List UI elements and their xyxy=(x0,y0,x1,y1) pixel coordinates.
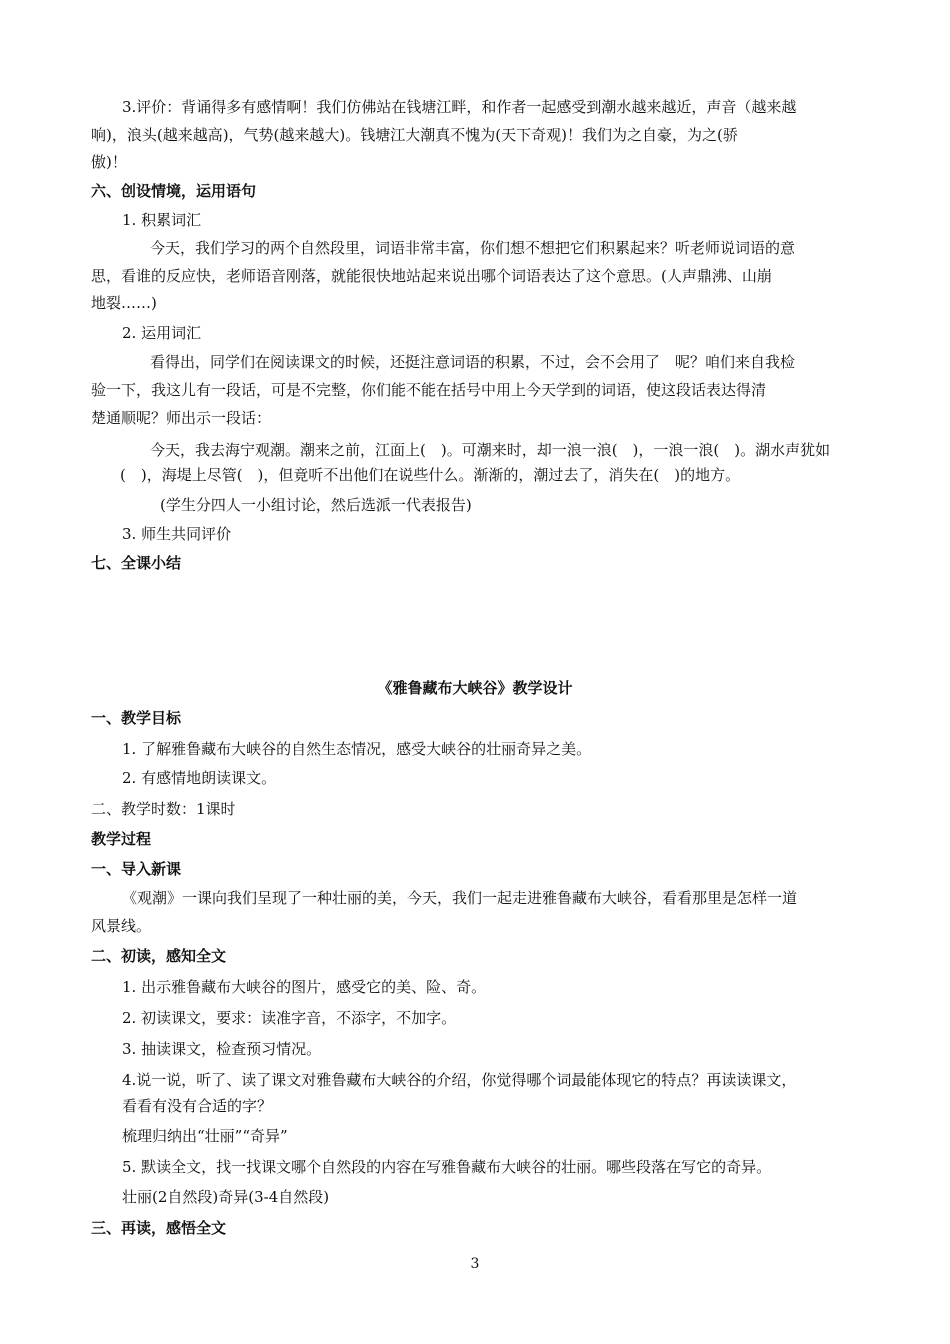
document-title: 《雅鲁藏布大峡谷》教学设计 xyxy=(377,679,573,697)
section-heading: 三、再读，感悟全文 xyxy=(91,1219,227,1237)
section-heading: 一、导入新课 xyxy=(91,860,182,878)
paragraph-line: 今天，我去海宁观潮。潮来之前，江面上( )。可潮来时，却一浪一浪( )，一浪一浪( )。湖水声犹如 xyxy=(150,441,831,459)
paragraph-line: 响)，浪头(越来越高)，气势(越来越大)。钱塘江大潮真不愧为(天下奇观)！我们为之自豪，为之(骄 xyxy=(91,126,738,144)
paragraph-line: 看看有没有合适的字？ xyxy=(122,1097,273,1115)
list-item: 1. 出示雅鲁藏布大峡谷的图片，感受它的美、险、奇。 xyxy=(122,978,487,996)
section-heading: 二、教学时数：1课时 xyxy=(91,800,236,818)
paragraph-line: 楚通顺呢？师出示一段话： xyxy=(91,409,272,427)
paragraph-line: 看得出，同学们在阅读课文的时候，还挺注意词语的积累，不过，会不会用了 呢？咱们来自我检 xyxy=(150,353,796,371)
page-number: 3 xyxy=(470,1256,480,1272)
paragraph-line: 思，看谁的反应快，老师语音刚落，就能很快地站起来说出哪个词语表达了这个意思。(人声鼎沸、山崩 xyxy=(91,267,772,285)
paragraph-line: 傲)！ xyxy=(91,153,127,171)
section-heading: 一、教学目标 xyxy=(91,709,182,727)
section-heading: 教学过程 xyxy=(91,830,152,848)
list-item: 1. 了解雅鲁藏布大峡谷的自然生态情况，感受大峡谷的壮丽奇异之美。 xyxy=(122,740,592,758)
subheading: 1. 积累词汇 xyxy=(122,211,202,229)
paragraph-line: 验一下，我这儿有一段话，可是不完整，你们能不能在括号中用上今天学到的词语，使这段话表达得清 xyxy=(91,381,767,399)
subheading: 2. 运用词汇 xyxy=(122,324,202,342)
paragraph-line: 今天，我们学习的两个自然段里，词语非常丰富，你们想不想把它们积累起来？听老师说词语的意 xyxy=(150,239,796,257)
paragraph-line: ( )，海堤上尽管( )，但竟听不出他们在说些什么。渐渐的，潮过去了，消失在( )的地方。 xyxy=(120,466,741,484)
paragraph-line: (学生分四人一小组讨论，然后选派一代表报告) xyxy=(160,496,472,514)
list-item: 4.说一说，听了、读了课文对雅鲁藏布大峡谷的介绍，你觉得哪个词最能体现它的特点？再读读课文， xyxy=(122,1071,797,1089)
subheading: 3. 师生共同评价 xyxy=(122,525,232,543)
section-heading: 二、初读，感知全文 xyxy=(91,947,227,965)
list-item: 3. 抽读课文，检查预习情况。 xyxy=(122,1040,322,1058)
paragraph-line: 风景线。 xyxy=(91,917,152,935)
section-heading: 七、全课小结 xyxy=(91,554,182,572)
paragraph-line: 《观潮》一课向我们呈现了一种壮丽的美，今天，我们一起走进雅鲁藏布大峡谷，看看那里是怎样一道 xyxy=(122,889,798,907)
paragraph-line: 3.评价：背诵得多有感情啊！我们仿佛站在钱塘江畔，和作者一起感受到潮水越来越近，声音（越来越 xyxy=(122,98,797,116)
section-heading: 六、创设情境，运用语句 xyxy=(91,182,257,200)
paragraph-line: 地裂……) xyxy=(91,294,157,312)
list-item: 5. 默读全文，找一找课文哪个自然段的内容在写雅鲁藏布大峡谷的壮丽。哪些段落在写它的奇异。 xyxy=(122,1158,772,1176)
paragraph-line: 壮丽(2自然段)奇异(3-4自然段) xyxy=(122,1188,330,1206)
list-item: 2. 有感情地朗读课文。 xyxy=(122,769,277,787)
paragraph-line: 梳理归纳出“壮丽”“奇异” xyxy=(122,1127,288,1145)
list-item: 2. 初读课文，要求：读准字音，不添字，不加字。 xyxy=(122,1009,457,1027)
